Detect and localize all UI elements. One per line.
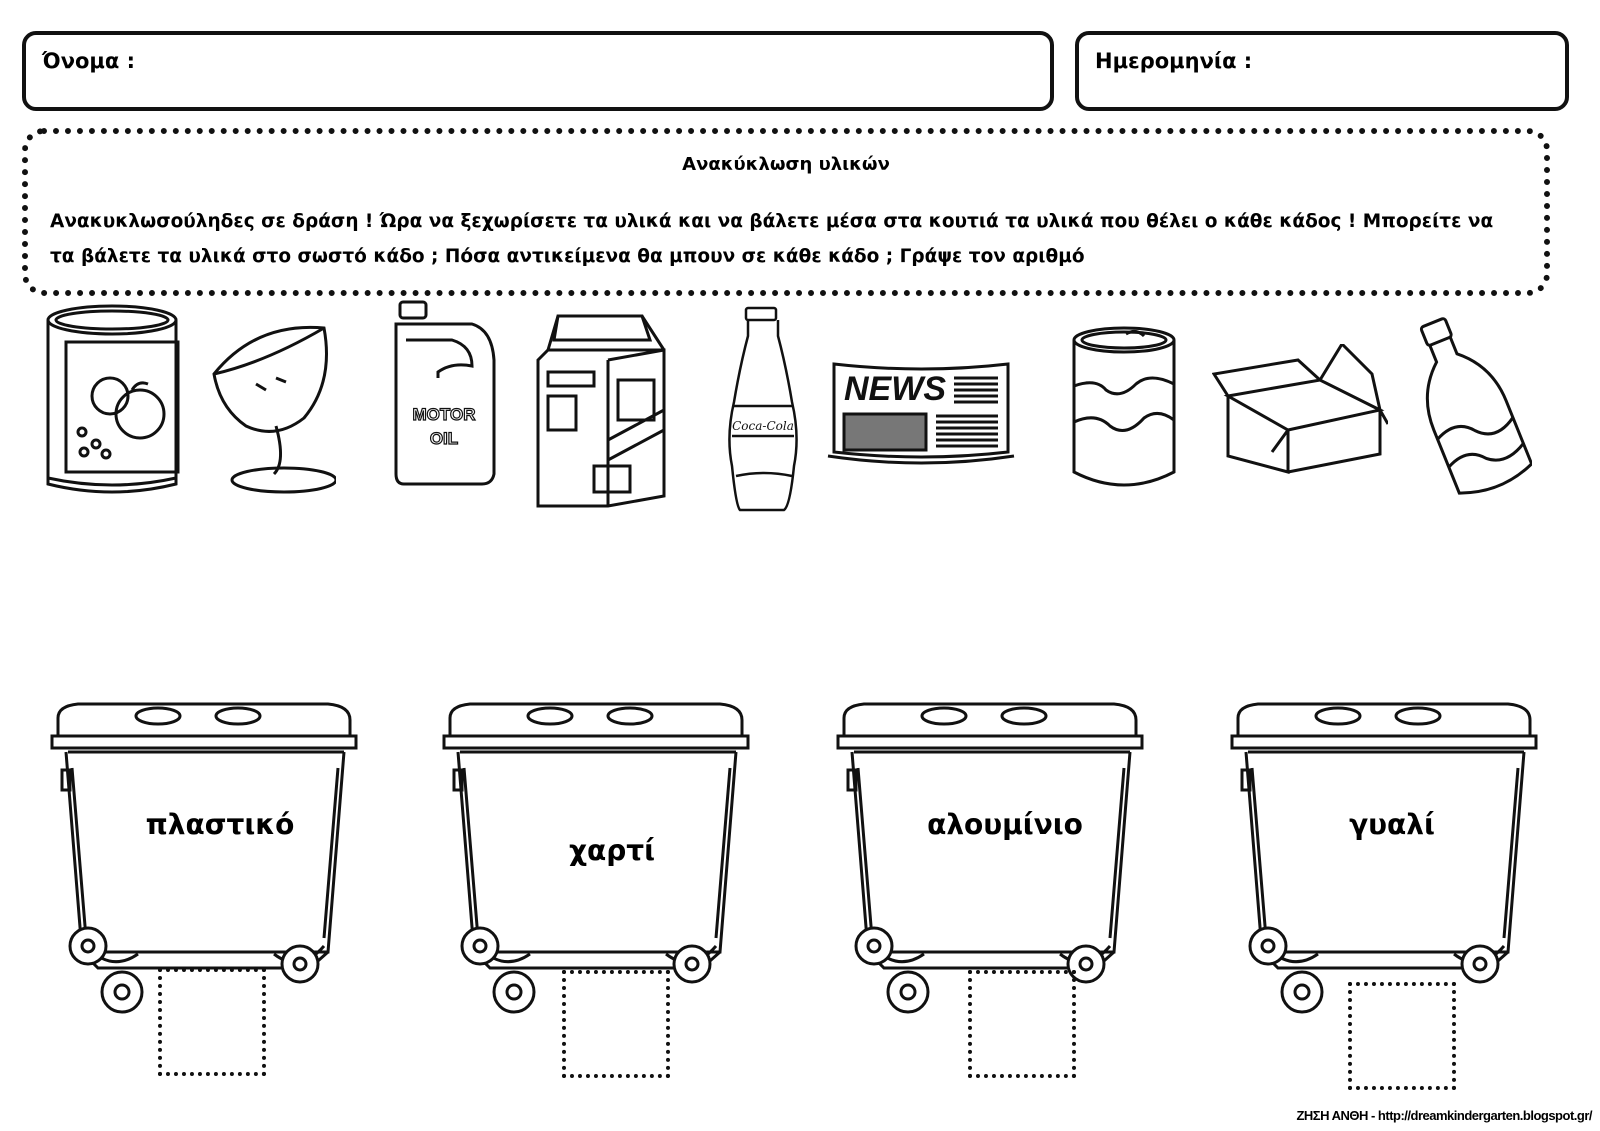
answer-box-paper[interactable] — [562, 970, 670, 1078]
footer-credit: ΖΗΣΗ ΑΝΘΗ - http://dreamkindergarten.blogspot.gr/ — [1296, 1108, 1592, 1123]
bin-label-aluminum: αλουμίνιο — [927, 808, 1083, 841]
tin-can-icon — [44, 302, 184, 502]
oil-label-2: OIL — [429, 429, 459, 448]
date-field[interactable] — [1075, 31, 1569, 111]
glass-bottle-icon — [720, 306, 806, 516]
answer-box-aluminum[interactable] — [968, 970, 1076, 1078]
oil-label-1: MOTOR — [412, 405, 476, 424]
newspaper-headline: NEWS — [844, 370, 946, 408]
instructions-box — [22, 128, 1550, 296]
bin-label-glass: γυαλί — [1349, 808, 1435, 841]
milk-carton-icon — [534, 310, 684, 510]
newspaper-icon — [826, 360, 1016, 472]
answer-box-plastic[interactable] — [158, 968, 266, 1076]
aluminum-can-icon — [1066, 322, 1186, 496]
name-label: Όνομα : — [42, 49, 136, 73]
instructions-text: Ανακυκλωσούληδες σε δράση ! Ώρα να ξεχωρίσετε τα υλικά και να βάλετε μέσα στα κουτιά τα υλικά που θέλει ο κάθε κάδος ! Μπορείτε να τα βάλετε τα υλικά στο σωστό κάδο ; Πόσα αντικείμενα θα μπουν σε κάθε κάδο ; Γράψε τον αριθμό — [50, 211, 1494, 267]
date-label: Ημερομηνία : — [1095, 49, 1253, 73]
answer-box-glass[interactable] — [1348, 982, 1456, 1090]
name-field[interactable] — [22, 31, 1054, 111]
plastic-bottle-icon — [1402, 316, 1532, 500]
bin-label-paper: χαρτί — [568, 834, 656, 867]
bottle-brand: Coca-Cola — [732, 419, 794, 433]
cardboard-box-icon — [1212, 344, 1388, 474]
broken-glass-icon — [206, 322, 336, 494]
motor-oil-icon — [392, 300, 502, 490]
instructions-title: Ανακύκλωση υλικών — [682, 154, 890, 175]
bin-label-plastic: πλαστικό — [145, 808, 295, 841]
